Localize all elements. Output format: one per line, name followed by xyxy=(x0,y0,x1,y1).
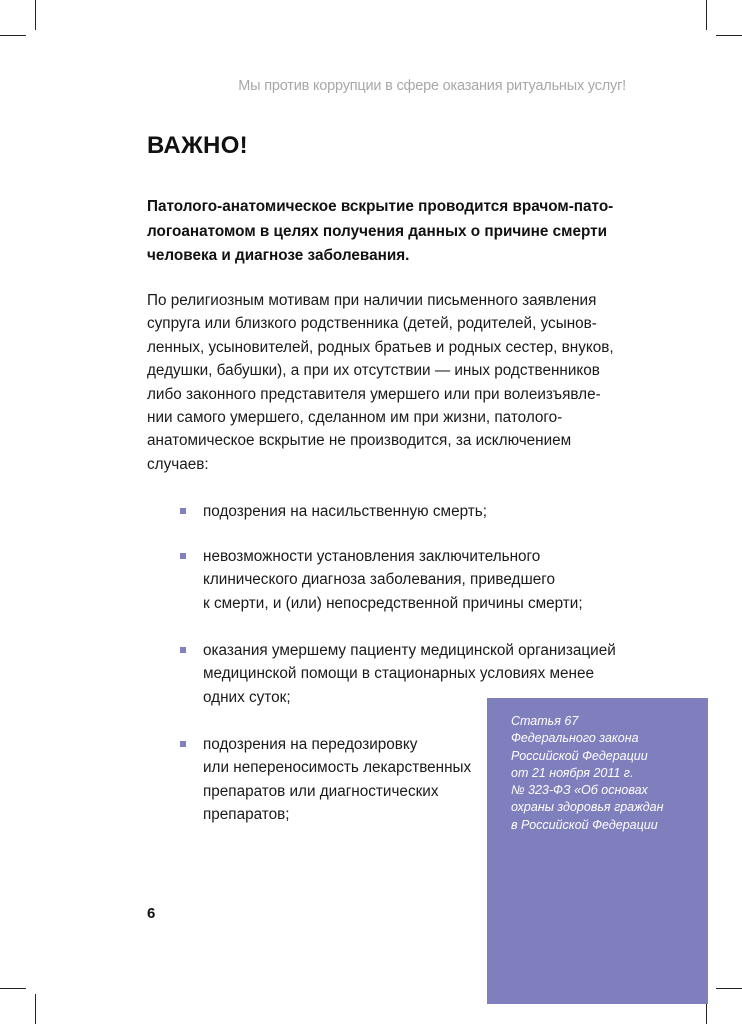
legal-reference-text xyxy=(511,713,663,834)
page-heading: ВАЖНО! xyxy=(147,132,248,159)
sidebar-line: Российской Федерации xyxy=(511,748,648,763)
list-item-line: подозрения на насильственную смерть; xyxy=(203,503,487,520)
crop-mark-top-left-h xyxy=(0,35,26,36)
list-item-violent-death xyxy=(180,500,630,523)
body-line: анатомическое вскрытие не производится, за исключением xyxy=(147,432,572,450)
list-item-line: одних суток; xyxy=(203,688,291,706)
list-item-line: медицинской помощи в стационарных условиях менее xyxy=(203,665,594,683)
square-bullet-icon xyxy=(180,508,186,514)
body-line: По религиозным мотивам при наличии письменного заявления xyxy=(147,292,597,309)
body-line: дедушки, бабушки), а при их отсутствии — иных родственников xyxy=(147,362,600,380)
page-number: 6 xyxy=(147,905,156,922)
sidebar-line: в Российской Федерации xyxy=(511,817,658,832)
intro-paragraph xyxy=(147,195,627,269)
sidebar-line: № 323-ФЗ «Об основах xyxy=(511,783,648,798)
square-bullet-icon xyxy=(180,647,186,653)
body-line: случаев: xyxy=(147,455,209,473)
square-bullet-icon xyxy=(180,553,186,559)
intro-line: Патолого-анатомическое вскрытие проводится врачом-пато- xyxy=(147,198,614,215)
body-line: нии самого умершего, сделанном им при жизни, патолого- xyxy=(147,409,563,427)
body-line: ленных, усыновителей, родных братьев и родных сестер, внуков, xyxy=(147,338,614,356)
list-item-line: подозрения на передозировку xyxy=(203,736,418,753)
list-item-line: препаратов; xyxy=(203,806,290,824)
crop-mark-bottom-left-h xyxy=(0,988,26,989)
list-item-diagnosis xyxy=(180,545,630,615)
sidebar-line: охраны здоровья граждан xyxy=(511,800,664,815)
crop-mark-top-right xyxy=(706,0,707,30)
body-paragraph xyxy=(147,289,627,476)
sidebar-line: Статья 67 xyxy=(511,714,579,728)
running-header: Мы против коррупции в сфере оказания ритуальных услуг! xyxy=(238,78,626,94)
crop-mark-top-right-h xyxy=(716,35,742,36)
list-item-line: препаратов или диагностических xyxy=(203,782,439,800)
legal-reference-sidebar xyxy=(487,698,708,1004)
crop-mark-bottom-right-h xyxy=(716,988,742,989)
list-item-line: оказания умершему пациенту медицинской организацией xyxy=(203,642,616,659)
intro-line: логоанатомом в целях получения данных о причине смерти xyxy=(147,222,608,240)
list-item-line: или непереносимость лекарственных xyxy=(203,759,472,777)
body-line: супруга или близкого родственника (детей, родителей, усынов- xyxy=(147,315,597,333)
list-item-line: клинического диагноза заболевания, приведшего xyxy=(203,571,555,589)
list-item-line: невозможности установления заключительного xyxy=(203,548,541,565)
crop-mark-top-left xyxy=(35,0,36,30)
body-line: либо законного представителя умершего или при волеизъявле- xyxy=(147,385,601,403)
sidebar-line: от 21 ноября 2011 г. xyxy=(511,765,634,780)
square-bullet-icon xyxy=(180,741,186,747)
list-item-line: к смерти, и (или) непосредственной причины смерти; xyxy=(203,594,583,612)
crop-mark-bottom-left xyxy=(35,994,36,1024)
intro-line: человека и диагнозе заболевания. xyxy=(147,247,410,265)
sidebar-line: Федерального закона xyxy=(511,731,639,746)
